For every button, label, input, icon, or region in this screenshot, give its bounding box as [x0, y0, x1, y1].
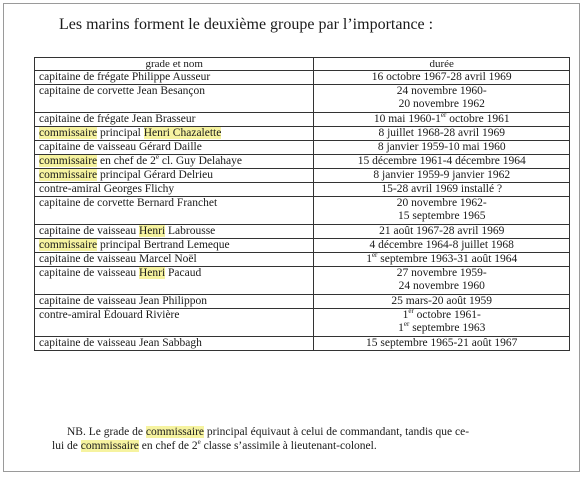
duree-line: 24 novembre 1960 [398, 280, 485, 292]
duree-text: octobre 1961- [413, 309, 481, 321]
duree-text: septembre 1963 [409, 322, 486, 334]
grade-cell: contre-amiral Édouard Rivière [35, 309, 314, 337]
table-row [35, 239, 570, 253]
ordinal-superscript: er [403, 320, 410, 329]
grade-cell [35, 225, 314, 239]
table-row [35, 225, 570, 239]
footnote-text: en chef de 2 [138, 440, 198, 452]
grade-cell [35, 169, 314, 183]
table-row [35, 155, 570, 169]
grade-cell [35, 155, 314, 169]
grade-cell: capitaine de frégate Philippe Ausseur [35, 71, 314, 85]
grade-cell: capitaine de vaisseau Marcel Noël [35, 253, 314, 267]
duree-cell [314, 267, 570, 295]
duree-text: 1 [402, 309, 409, 321]
highlighted-word: Henri Chazalette [143, 127, 222, 139]
duree-cell: 8 janvier 1959-9 janvier 1962 [314, 169, 570, 183]
grade-text: principal Bertrand Lemeque [97, 239, 230, 251]
duree-line: 27 novembre 1959- [396, 267, 487, 279]
duree-cell [314, 309, 570, 337]
duree-text: 1 [398, 322, 404, 334]
highlighted-word: Henri [138, 225, 166, 237]
highlighted-word: commissaire [39, 239, 98, 251]
table-row [35, 127, 570, 141]
footnote-line [52, 425, 572, 439]
officers-table [34, 57, 570, 351]
grade-cell: capitaine de vaisseau Jean Sabbagh [35, 337, 314, 351]
grade-cell: capitaine de vaisseau Jean Philippon [35, 295, 314, 309]
duree-line: 24 novembre 1960- [396, 85, 487, 97]
section-heading: Les marins forment le deuxième groupe par l’importance : [59, 16, 434, 33]
table-row [35, 197, 570, 225]
table-row [35, 141, 570, 155]
ordinal-superscript: er [440, 111, 447, 120]
duree-line: 20 novembre 1962- [396, 197, 487, 209]
table-row [35, 295, 570, 309]
grade-text: Pacaud [165, 267, 202, 279]
duree-cell: 16 octobre 1967-28 avril 1969 [314, 71, 570, 85]
ordinal-superscript: er [408, 307, 414, 316]
footnote [52, 425, 572, 453]
duree-cell: 15-28 avril 1969 installé ? [314, 183, 570, 197]
duree-cell [314, 85, 570, 113]
grade-cell: contre-amiral Georges Flichy [35, 183, 314, 197]
duree-line: 20 novembre 1962 [398, 98, 485, 110]
table-row [35, 71, 570, 85]
duree-cell [314, 197, 570, 225]
grade-text: principal [97, 127, 144, 139]
table-header-row [35, 58, 570, 71]
duree-text: 10 mai 1960-1 [373, 113, 441, 125]
grade-text: capitaine de vaisseau [39, 225, 139, 237]
grade-cell: capitaine de corvette Bernard Franchet [35, 197, 314, 225]
table-row [35, 169, 570, 183]
grade-cell [35, 267, 314, 295]
table-row [35, 113, 570, 127]
column-header-duree: durée [314, 58, 570, 71]
grade-cell: capitaine de vaisseau Gérard Daille [35, 141, 314, 155]
duree-cell: 25 mars-20 août 1959 [314, 295, 570, 309]
table-row [35, 85, 570, 113]
grade-cell [35, 239, 314, 253]
duree-cell: 21 août 1967-28 avril 1969 [314, 225, 570, 239]
table-row [35, 183, 570, 197]
ordinal-superscript: e [155, 153, 159, 162]
footnote-text: classe s’assimile à lieutenant-colonel. [200, 440, 377, 452]
grade-text: capitaine de vaisseau [39, 267, 139, 279]
highlighted-word: commissaire [39, 155, 98, 167]
highlighted-word: commissaire [145, 426, 204, 438]
duree-cell [314, 253, 570, 267]
duree-text: septembre 1963-31 août 1964 [377, 253, 518, 265]
footnote-text: principal équivaut à celui de commandant, tandis que ce- [204, 426, 470, 438]
duree-line: 15 septembre 1965 [397, 210, 486, 222]
table-row [35, 253, 570, 267]
duree-cell [314, 113, 570, 127]
grade-text: Labrousse [165, 225, 216, 237]
grade-cell: capitaine de frégate Jean Brasseur [35, 113, 314, 127]
grade-cell [35, 127, 314, 141]
highlighted-word: Henri [138, 267, 166, 279]
duree-cell: 8 juillet 1968-28 avril 1969 [314, 127, 570, 141]
duree-cell: 15 septembre 1965-21 août 1967 [314, 337, 570, 351]
duree-cell: 4 décembre 1964-8 juillet 1968 [314, 239, 570, 253]
ordinal-superscript: e [197, 438, 201, 447]
duree-cell: 15 décembre 1961-4 décembre 1964 [314, 155, 570, 169]
duree-cell: 8 janvier 1959-10 mai 1960 [314, 141, 570, 155]
grade-text: cl. Guy Delahaye [158, 155, 243, 167]
table-row [35, 267, 570, 295]
duree-text: octobre 1961 [446, 113, 510, 125]
highlighted-word: commissaire [39, 127, 98, 139]
highlighted-word: commissaire [39, 169, 98, 181]
table-row [35, 309, 570, 337]
footnote-line [52, 439, 572, 453]
footnote-text: lui de [52, 440, 81, 452]
footnote-text: NB. Le grade de [67, 426, 146, 438]
duree-text: 1 [366, 253, 372, 265]
ordinal-superscript: er [371, 251, 378, 260]
highlighted-word: commissaire [80, 440, 139, 452]
grade-cell: capitaine de corvette Jean Besançon [35, 85, 314, 113]
grade-text: en chef de 2 [97, 155, 156, 167]
grade-text: principal Gérard Delrieu [97, 169, 214, 181]
table-row [35, 337, 570, 351]
column-header-grade: grade et nom [35, 58, 314, 71]
